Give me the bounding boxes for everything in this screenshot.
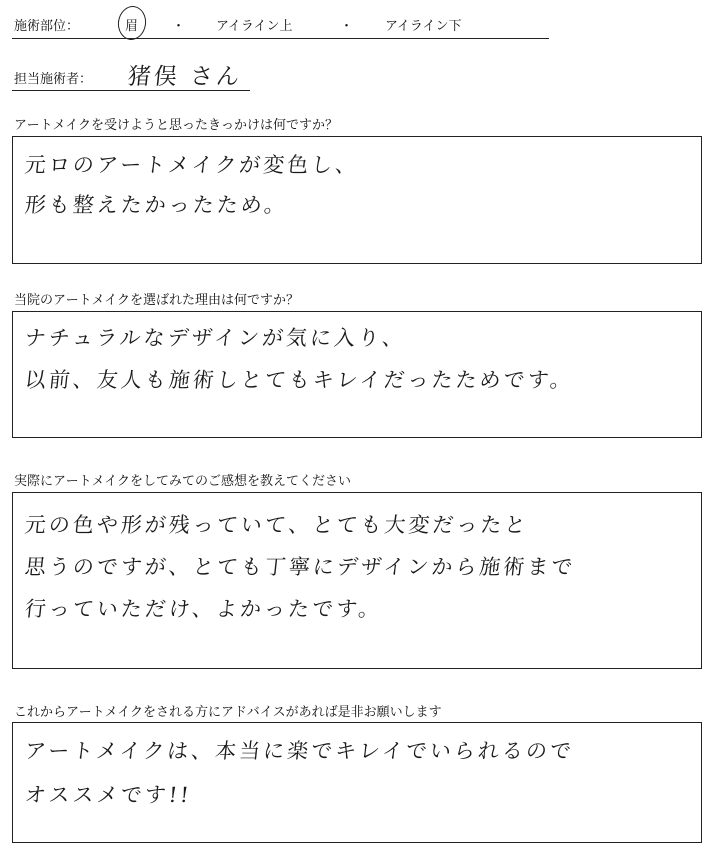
question-3: 実際にアートメイクをしてみてのご感想を教えてください [14,474,351,489]
answer-box-4 [12,722,702,843]
answer-3-line-3: 行っていただけ、よかったです。 [23,597,384,621]
answer-2-line-2: 以前、友人も施術しとてもキレイだったためです。 [23,368,576,392]
footer-cutoff-text [20,846,700,855]
question-4: これからアートメイクをされる方にアドバイスがあれば是非お願いします [14,705,442,720]
procedure-label: 施術部位： [14,19,80,34]
procedure-underline [12,38,549,39]
staff-label: 担当施術者： [14,72,93,87]
staff-underline [12,90,250,91]
answer-1-line-1: 元ロのアートメイクが変色し、 [23,153,361,177]
option-eyebrow: 眉 [125,19,139,34]
answer-box-1 [12,136,702,264]
answer-1-line-2: 形も整えたかったため。 [23,193,290,217]
answer-3-line-2: 思うのですが、とても丁寧にデザインから施術まで [23,555,577,579]
answer-4-line-1: アートメイクは、本当に楽でキレイでいられるので [23,739,576,763]
question-2: 当院のアートメイクを選ばれた理由は何ですか？ [14,293,299,308]
option-lower-eyeline: アイライン下 [385,19,462,34]
answer-2-line-1: ナチュラルなデザインが気に入り、 [23,326,408,350]
answer-box-3 [12,492,702,669]
answer-4-line-2: オススメです!! [23,783,193,807]
question-1: アートメイクを受けようと思ったきっかけは何ですか？ [14,118,338,133]
option-upper-eyeline: アイライン上 [216,19,293,34]
option-separator: ・ [172,19,186,34]
option-separator: ・ [340,19,354,34]
answer-3-line-1: 元の色や形が残っていて、とても大変だったと [23,513,530,537]
answer-box-2 [12,311,702,438]
staff-name: 猪俣 さん [126,64,244,90]
